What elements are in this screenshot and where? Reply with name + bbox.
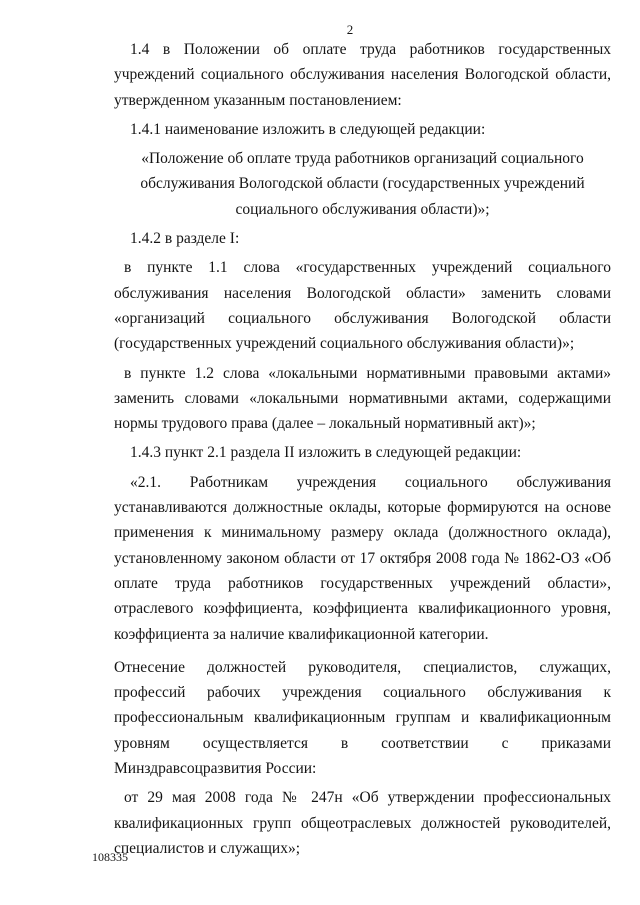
document-code: 108335: [92, 850, 128, 864]
page-number: 2: [346, 22, 354, 37]
paragraph-order-247n: от 29 мая 2008 года № 247н «Об утверждении профессиональных квалификационных групп общеотраслевых должностей руководителей, специалистов и служащих»;: [114, 789, 611, 857]
paragraph-clause-1-2: в пункте 1.2 слова «локальными нормативными правовыми актами» заменить словами «локальными нормативными актами, содержащими нормы трудового права (далее – локальный нормативный акт)»;: [114, 364, 611, 433]
paragraph-1-4-3: 1.4.3 пункт 2.1 раздела II изложить в следующей редакции:: [130, 444, 522, 462]
paragraph-1-4-1: 1.4.1 наименование изложить в следующей редакции:: [130, 120, 486, 138]
paragraph-1-4: 1.4 в Положении об оплате труда работников государственных учреждений социального обслуживания населения Вологодской области, утвержденном указанным постановлением:: [114, 41, 611, 109]
paragraph-new-title: «Положение об оплате труда работников организаций социального обслуживания Вологодской области (государственных учреждений социального обслуживания области)»;: [140, 150, 585, 218]
paragraph-clause-1-1: в пункте 1.1 слова «государственных учреждений социального обслуживания населения Вологодской области» заменить словами «организаций социального обслуживания Вологодской области (государственных учреждений социального обслуживания области)»;: [114, 259, 611, 353]
paragraph-1-4-2: 1.4.2 в разделе I:: [130, 230, 240, 248]
paragraph-assignment: Отнесение должностей руководителя, специалистов, служащих, профессий рабочих учреждения социального обслуживания к профессиональным квалификационным группам и квалификационным уровням осуществляется в соответствии с приказами Минздравсоцразвития России:: [114, 658, 611, 778]
paragraph-2-1: «2.1. Работникам учреждения социального обслуживания устанавливаются должностные оклады, которые формируются на основе применения к минимальному размеру оклада (должностного оклада), установленному законом области от 17 октября 2008 года № 1862-ОЗ «Об оплате труда работников государственных учреждений области», отраслевого коэффициента, коэффициента квалификационного уровня, коэффициента за наличие квалификационной категории.: [114, 473, 611, 643]
document-body: [114, 37, 611, 861]
